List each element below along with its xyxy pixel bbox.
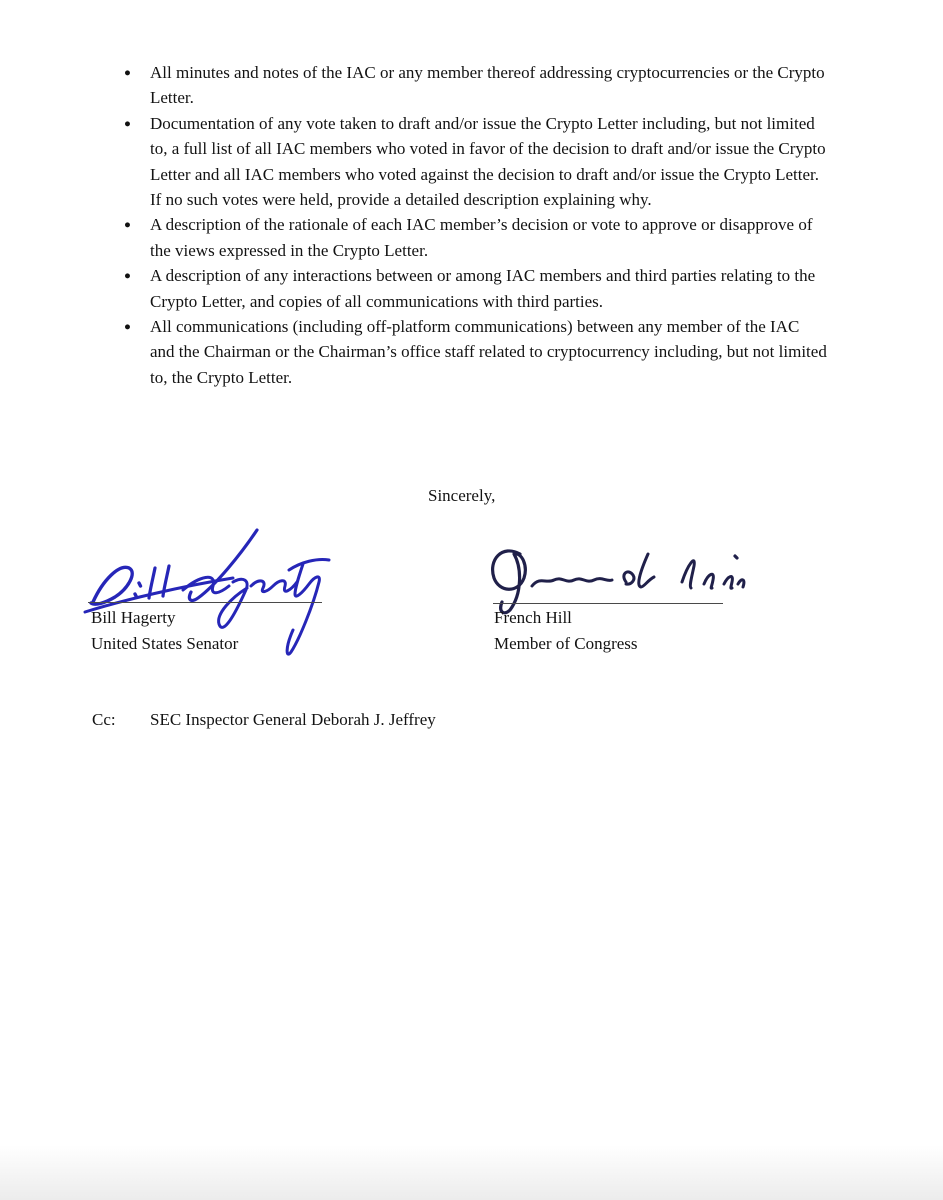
request-bullet-list: [150, 60, 828, 390]
page-bottom-shadow: [0, 1145, 943, 1200]
cc-recipient: SEC Inspector General Deborah J. Jeffrey: [150, 710, 436, 729]
french-hill-signature: [486, 542, 751, 617]
signature-line: [493, 603, 723, 604]
signer-title: Member of Congress: [494, 634, 638, 653]
bullet-item: ● All communications (including off-platform communications) between any member of the IAC and the Chairman or the Chairman’s office staff related to cryptocurrency including, but not limited to, the Crypto Letter.: [150, 314, 828, 390]
bullet-item: ● Documentation of any vote taken to draft and/or issue the Crypto Letter including, but not limited to, a full list of all IAC members who voted in favor of the decision to draft and/or issue the Crypto Letter and all IAC members who voted against the decision to draft and/or issue the Crypto Letter. If no such votes were held, provide a detailed description explaining why.: [150, 111, 828, 213]
bullet-item: ● All minutes and notes of the IAC or any member thereof addressing cryptocurrencies or the Crypto Letter.: [150, 60, 828, 111]
cc-label: Cc:: [92, 710, 116, 729]
bullet-item: ● A description of the rationale of each IAC member’s decision or vote to approve or disapprove of the views expressed in the Crypto Letter.: [150, 212, 828, 263]
closing-salutation: Sincerely,: [428, 486, 496, 505]
signer-title: United States Senator: [91, 634, 239, 653]
bullet-item: ● A description of any interactions between or among IAC members and third parties relating to the Crypto Letter, and copies of all communications with third parties.: [150, 263, 828, 314]
signer-name: French Hill: [494, 608, 572, 627]
signature-line: [88, 602, 322, 603]
signer-name: Bill Hagerty: [91, 608, 176, 627]
